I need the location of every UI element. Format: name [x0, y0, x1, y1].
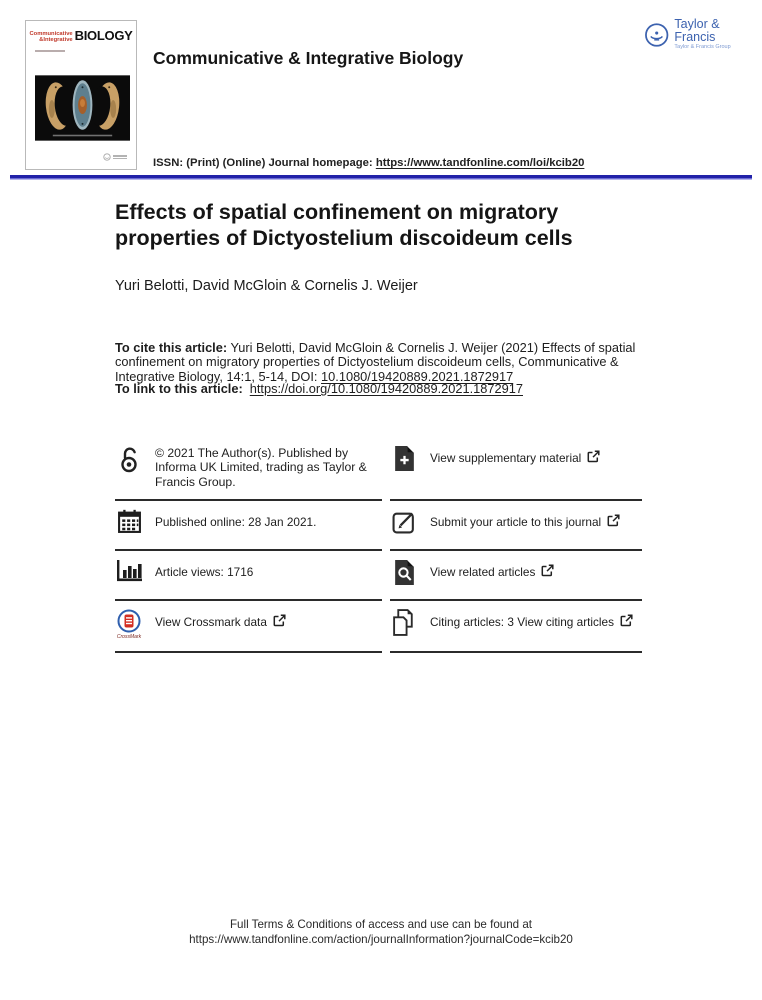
cover-masthead-top: Communicative [29, 31, 73, 37]
journal-homepage-link[interactable]: https://www.tandfonline.com/loi/kcib20 [375, 157, 585, 169]
terms-footer-line2: https://www.tandfonline.com/action/journalInformation?journalCode=kcib20 [189, 932, 573, 946]
document-plus-icon [390, 445, 418, 472]
open-access-icon [115, 445, 143, 473]
copyright-text: © 2021 The Author(s). Published by Informa UK Limited, trading as Taylor & Francis Group. [155, 446, 367, 489]
cite-body: Yuri Belotti, David McGloin & Cornelis J. Weijer (2021) Effects of spatial confinement on migratory properties of Dictyostelium discoideum cells, Communicative & Integrative Biology, 14:1, 5-14, DOI: [115, 339, 636, 384]
doi-url-link[interactable]: https://doi.org/10.1080/19420889.2021.1872917 [249, 381, 523, 396]
stacked-documents-icon [390, 609, 418, 636]
citation-block [115, 341, 671, 385]
terms-footer-line1: Full Terms & Conditions of access and use can be found at [229, 918, 533, 931]
crossmark-link[interactable] [115, 601, 382, 653]
publisher-logo [644, 18, 762, 51]
external-link-icon [607, 514, 620, 527]
cover-publisher-text-lines [113, 154, 127, 160]
article-authors: Yuri Belotti, David McGloin & Cornelis J. Weijer [115, 278, 418, 294]
cover-masthead [30, 28, 132, 43]
citing-articles-link[interactable] [390, 601, 642, 653]
pencil-box-icon [390, 509, 418, 534]
published-online-text: Published online: 28 Jan 2021. [155, 514, 317, 529]
cover-publisher-roundel-icon [103, 153, 111, 161]
cover-photo-organisms [35, 71, 130, 145]
article-views-cell [115, 551, 382, 601]
issn-label: ISSN: (Print) (Online) Journal homepage: [153, 157, 376, 169]
link-label: To link to this article: [115, 381, 243, 396]
supplementary-label[interactable]: View supplementary material [430, 445, 600, 471]
header-divider-rule [10, 175, 752, 180]
external-link-icon [587, 450, 600, 463]
cover-masthead-word: BIOLOGY [74, 28, 133, 43]
external-link-icon [620, 614, 633, 627]
submit-article-label[interactable]: Submit your article to this journal [430, 509, 620, 535]
cover-masthead-bottom: &Integrative [39, 37, 73, 43]
publisher-tagline: Taylor & Francis Group [674, 44, 731, 50]
terms-footer [0, 918, 762, 947]
document-search-icon [390, 559, 418, 586]
article-title: Effects of spatial confinement on migratory properties of Dictyostelium discoideum cells [115, 200, 573, 250]
submit-article-link[interactable] [390, 501, 642, 551]
publisher-name: Taylor & Francis [674, 17, 720, 44]
journal-title: Communicative & Integrative Biology [153, 48, 464, 68]
related-articles-label[interactable]: View related articles [430, 559, 554, 585]
article-link-block [115, 381, 523, 396]
cover-publisher-mark [103, 153, 127, 161]
crossmark-label[interactable]: View Crossmark data [155, 609, 286, 635]
taylor-francis-roundel-icon [644, 22, 669, 48]
calendar-icon [115, 509, 143, 534]
published-online-cell [115, 501, 382, 551]
copyright-cell [115, 437, 382, 501]
crossmark-icon [115, 609, 143, 641]
bar-chart-icon [115, 559, 143, 583]
cover-masthead-red [29, 31, 72, 43]
article-views-text: Article views: 1716 [155, 564, 254, 579]
issn-homepage-line [153, 157, 584, 169]
related-articles-link[interactable] [390, 551, 642, 601]
svg-text:CrossMark: CrossMark [116, 633, 142, 640]
journal-cover-thumbnail [25, 20, 137, 170]
external-link-icon [541, 564, 554, 577]
cite-label: To cite this article: [115, 339, 228, 355]
cite-doi-link[interactable]: 10.1080/19420889.2021.1872917 [321, 368, 514, 384]
publisher-logo-text [674, 18, 762, 51]
supplementary-material-link[interactable] [390, 437, 642, 501]
citing-articles-label[interactable]: Citing articles: 3 View citing articles [430, 609, 633, 635]
external-link-icon [273, 614, 286, 627]
cover-volume-line [35, 50, 65, 52]
article-info-grid [115, 437, 642, 653]
